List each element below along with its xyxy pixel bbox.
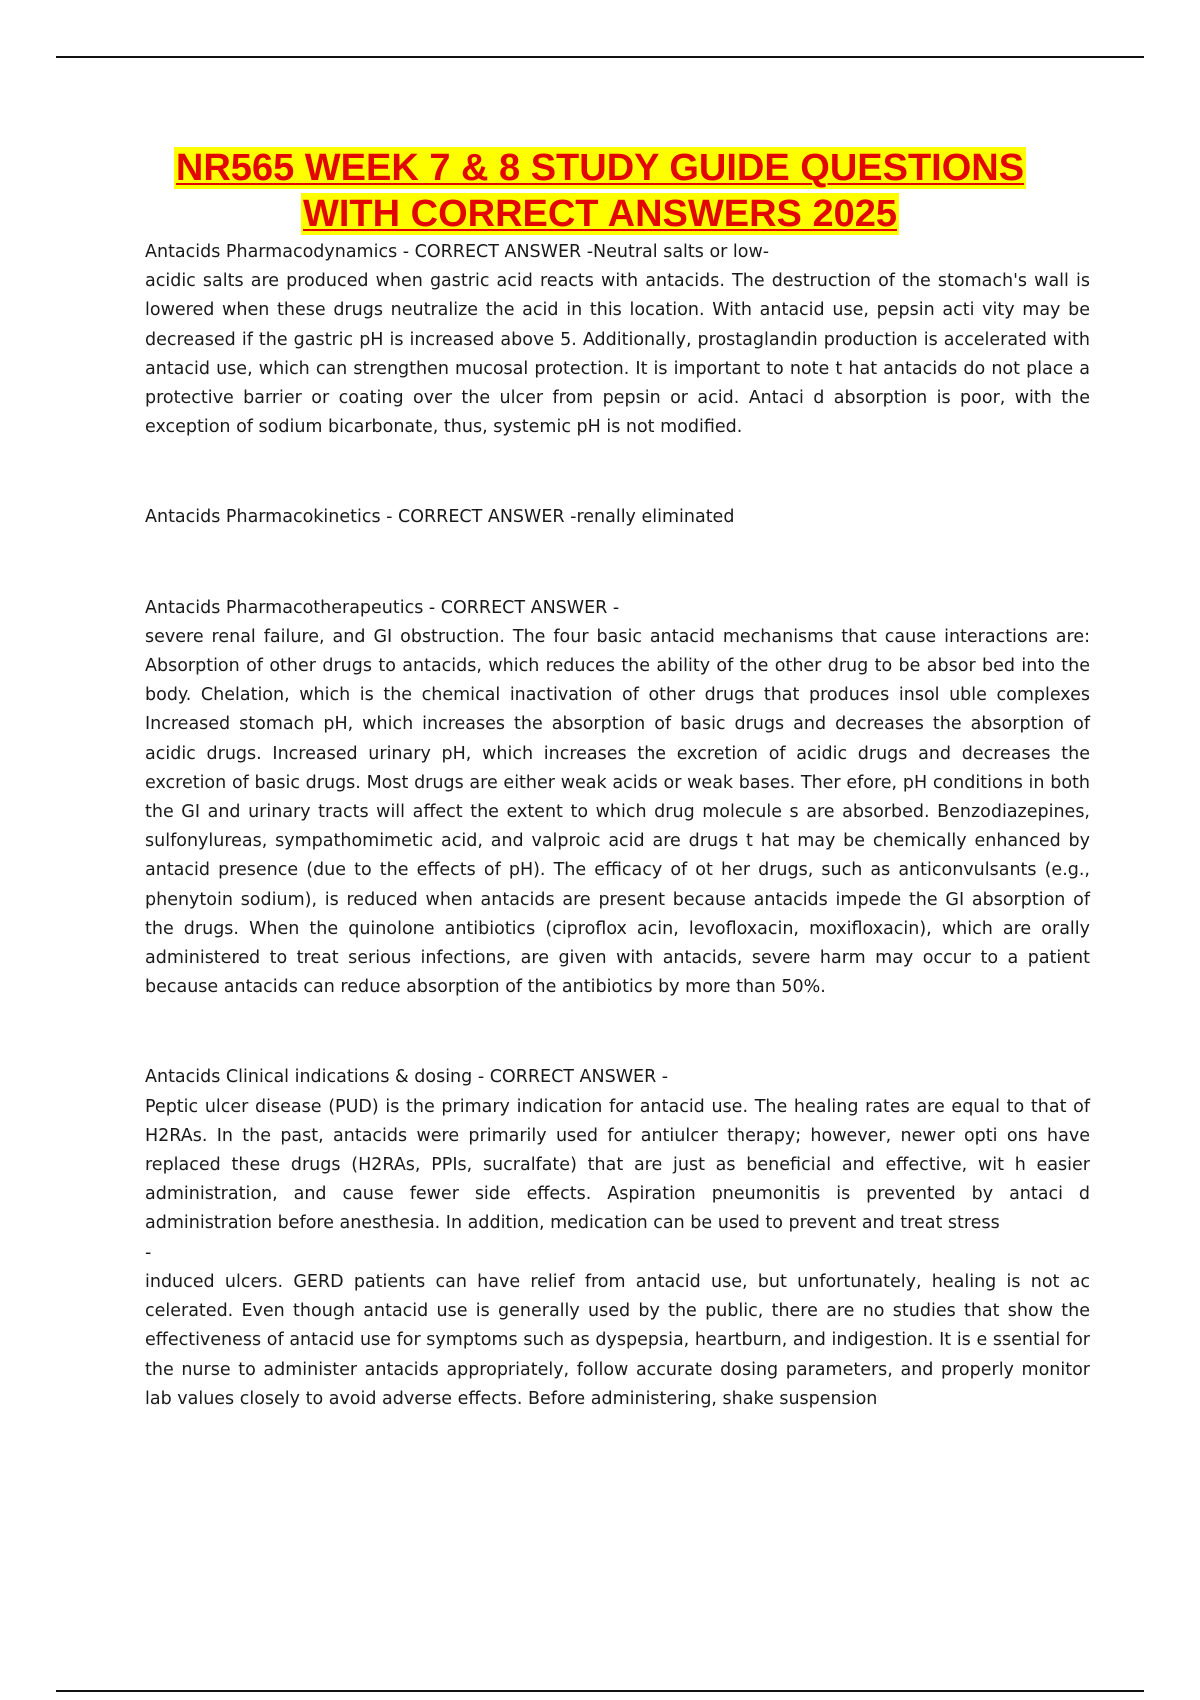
qa-entry-pharmacotherapeutics — [145, 594, 1090, 1003]
top-divider — [56, 56, 1144, 58]
question-text: Antacids Pharmacokinetics - CORRECT ANSWER -renally eliminated — [145, 507, 735, 528]
qa-entry-clinical-indications — [145, 1063, 1090, 1413]
answer-dash: - — [145, 1242, 152, 1263]
qa-entry-pharmacodynamics — [145, 238, 1090, 442]
bottom-divider — [56, 1690, 1144, 1692]
question-text: Antacids Clinical indications & dosing - CORRECT ANSWER - — [145, 1067, 669, 1088]
qa-entry-pharmacokinetics — [145, 503, 1090, 532]
title-line-2: WITH CORRECT ANSWERS 2025 — [303, 193, 897, 235]
document-body — [145, 238, 1090, 1414]
title-line-1: NR565 WEEK 7 & 8 STUDY GUIDE QUESTIONS — [175, 147, 1025, 189]
question-text: Antacids Pharmacotherapeutics - CORRECT ANSWER - — [145, 597, 620, 618]
answer-text: Peptic ulcer disease (PUD) is the primary indication for antacid use. The healing rates are equal to that of H2RAs. In the past, antacids were primarily used for antiulcer therapy; however, newer opti ons have replaced these drugs (H2RAs, PPIs, sucralfate) that are just as beneficial and effective, wit h easier administration, and cause fewer side effects. Aspiration pneumonitis is prevented by antaci d administration before anesthesia. In addition, medication can be used to prevent and treat stress — [145, 1096, 1090, 1234]
answer-text: severe renal failure, and GI obstruction. The four basic antacid mechanisms that cause interactions are: Absorption of other drugs to antacids, which reduces the ability of the other drug to be absor bed into the body. Chelation, which is the chemical inactivation of other drugs that produces insol uble complexes Increased stomach pH, which increases the absorption of basic drugs and decreases the absorption of acidic drugs. Increased urinary pH, which increases the excretion of acidic drugs and decreases the excretion of basic drugs. Most drugs are either weak acids or weak bases. Ther efore, pH conditions in both the GI and urinary tracts will affect the extent to which drug molecule s are absorbed. Benzodiazepines, sulfonylureas, sympathomimetic acid, and valproic acid are drugs t hat may be chemically enhanced by antacid presence (due to the effects of pH). The efficacy of ot her drugs, such as anticonvulsants (e.g., phenytoin sodium), is reduced when antacids are present because antacids impede the GI absorption of the drugs. When the quinolone antibiotics (ciproflox acin, levofloxacin, moxifloxacin), which are orally administered to treat serious infections, are given with antacids, severe harm may occur to a patient because antacids can reduce absorption of the antibiotics by more than 50%. — [145, 626, 1090, 998]
answer-text: acidic salts are produced when gastric acid reacts with antacids. The destruction of the stomach's wall is lowered when these drugs neutralize the acid in this location. With antacid use, pepsin acti vity may be decreased if the gastric pH is increased above 5. Additionally, prostaglandin production is accelerated with antacid use, which can strengthen mucosal protection. It is important to note t hat antacids do not place a protective barrier or coating over the ulcer from pepsin or acid. Antaci d absorption is poor, with the exception of sodium bicarbonate, thus, systemic pH is not modified. — [145, 271, 1090, 438]
document-title — [120, 145, 1080, 237]
answer-text-continued: induced ulcers. GERD patients can have relief from antacid use, but unfortunately, healing is not ac celerated. Even though antacid use is generally used by the public, there are no studies that show the effectiveness of antacid use for symptoms such as dyspepsia, heartburn, and indigestion. It is e ssential for the nurse to administer antacids appropriately, follow accurate dosing parameters, and properly monitor lab values closely to avoid adverse effects. Before administering, shake suspension — [145, 1271, 1090, 1409]
question-text: Antacids Pharmacodynamics - CORRECT ANSWER -Neutral salts or low- — [145, 242, 770, 262]
